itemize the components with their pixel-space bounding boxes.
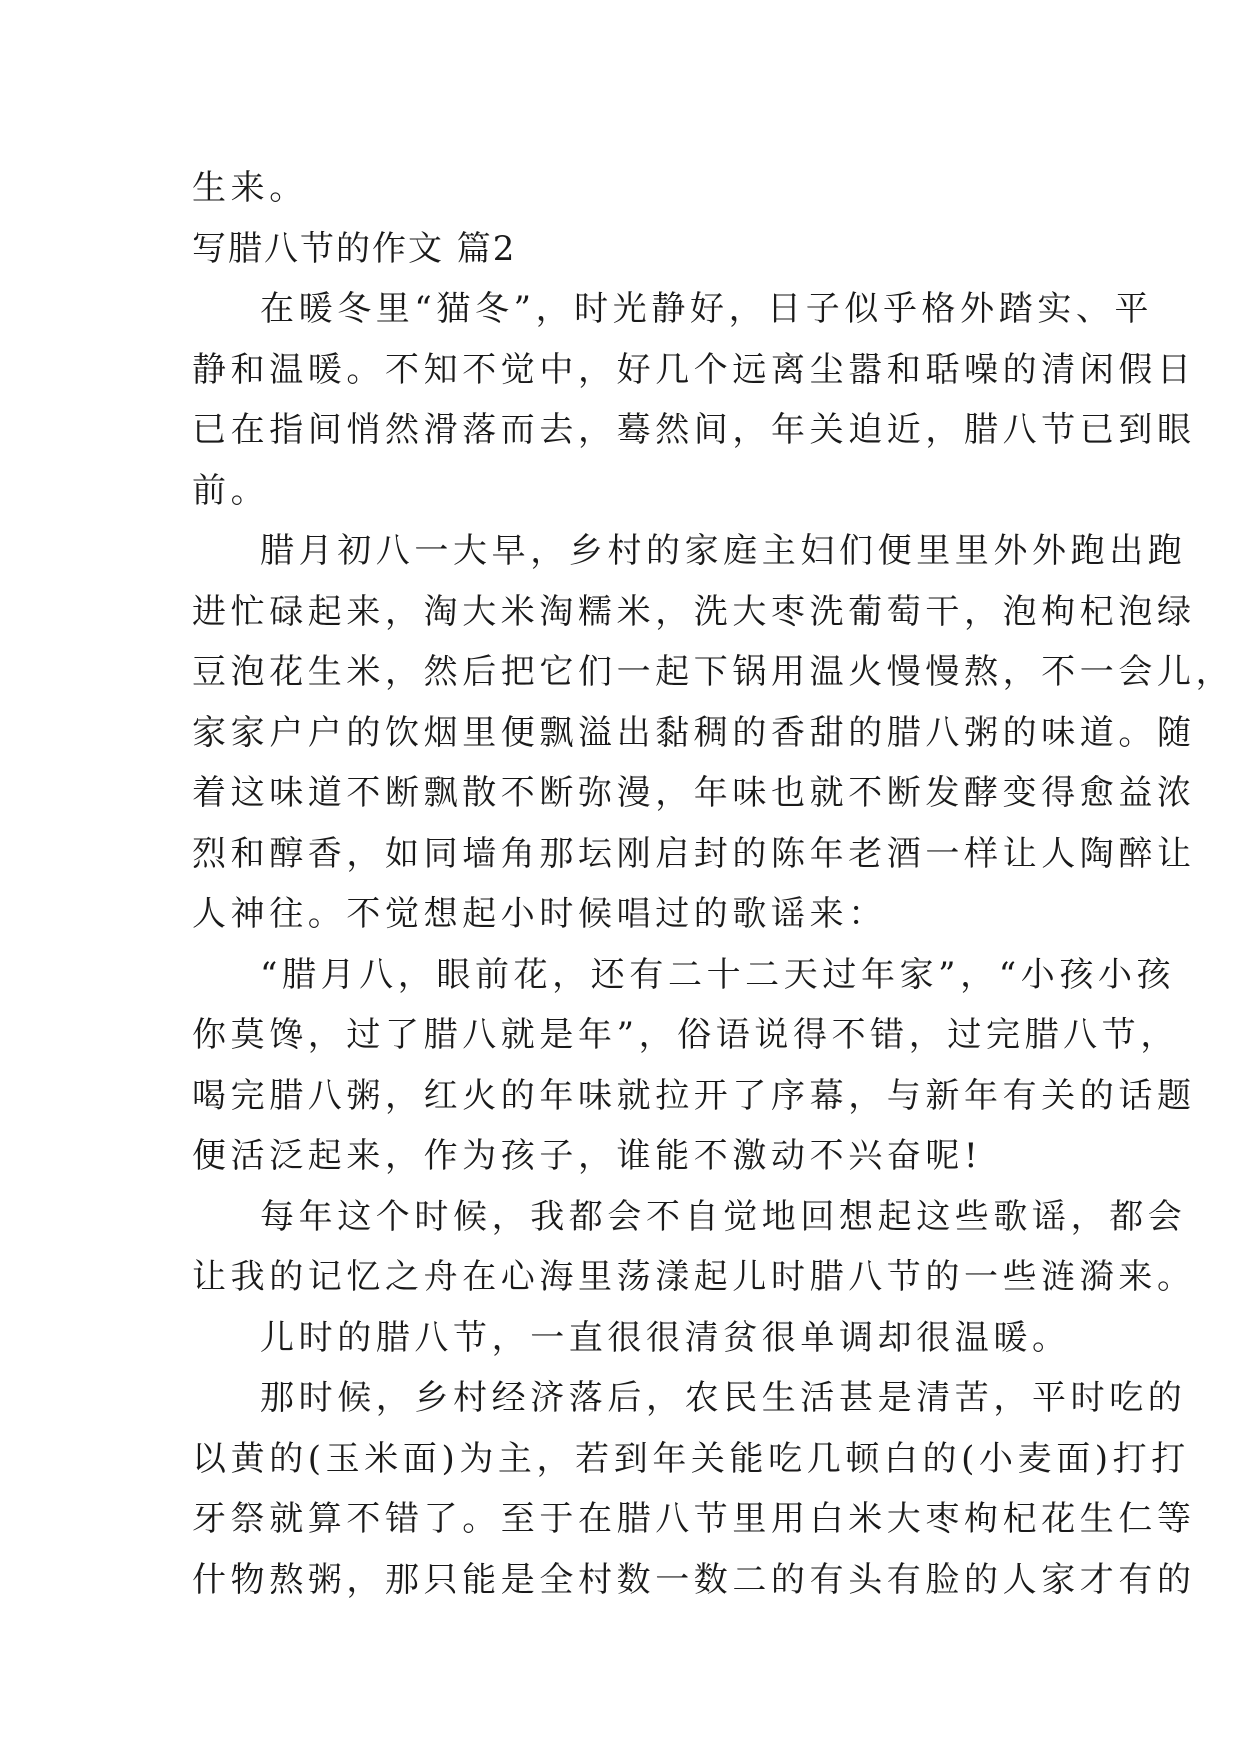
- text-line: 着这味道不断飘散不断弥漫，年味也就不断发酵变得愈益浓: [192, 773, 1196, 813]
- text-line: 豆泡花生米，然后把它们一起下锅用温火慢慢熬，不一会儿，: [192, 652, 1235, 692]
- text-line: 喝完腊八粥，红火的年味就拉开了序幕，与新年有关的话题: [192, 1075, 1196, 1116]
- text-line: 生来。: [192, 168, 308, 208]
- section-heading: 写腊八节的作文 篇2: [192, 228, 517, 269]
- paragraph-first-line: 腊月初八一大早，乡村的家庭主妇们便里里外外跑出跑: [260, 531, 1187, 571]
- text-line: 前。: [192, 470, 270, 511]
- paragraph-first-line: 儿时的腊八节，一直很很清贫很单调却很温暖。: [260, 1317, 1071, 1358]
- paragraph-first-line: “腊月八，眼前花，还有二十二天过年家”，“小孩小孩: [260, 954, 1176, 995]
- text-line: 已在指间悄然滑落而去，蓦然间，年关迫近，腊八节已到眼: [192, 410, 1196, 450]
- text-line: 家家户户的饮烟里便飘溢出黏稠的香甜的腊八粥的味道。随: [192, 712, 1196, 753]
- document-page: [192, 158, 1235, 1610]
- text-line: 人神往。不觉想起小时候唱过的歌谣来：: [192, 894, 887, 934]
- text-line: 便活泛起来，作为孩子，谁能不激动不兴奋呢!: [192, 1136, 983, 1176]
- paragraph-first-line: 那时候，乡村经济落后，农民生活甚是清苦，平时吃的: [260, 1378, 1187, 1418]
- text-line: 静和温暖。不知不觉中，好几个远离尘嚣和聒噪的清闲假日: [192, 349, 1196, 390]
- text-line: 牙祭就算不错了。至于在腊八节里用白米大枣枸杞花生仁等: [192, 1499, 1196, 1539]
- text-line: 以黄的(玉米面)为主，若到年关能吃几顿白的(小麦面)打打: [192, 1438, 1190, 1479]
- text-line: 什物熬粥，那只能是全村数一数二的有头有脸的人家才有的: [192, 1559, 1196, 1600]
- text-line: 让我的记忆之舟在心海里荡漾起儿时腊八节的一些涟漪来。: [192, 1257, 1196, 1297]
- text-line: 你莫馋，过了腊八就是年”，俗语说得不错，过完腊八节，: [192, 1015, 1179, 1055]
- paragraph-first-line: 在暖冬里“猫冬”，时光静好，日子似乎格外踏实、平: [260, 289, 1154, 329]
- paragraph-first-line: 每年这个时候，我都会不自觉地回想起这些歌谣，都会: [260, 1196, 1187, 1237]
- text-line: 烈和醇香，如同墙角那坛刚启封的陈年老酒一样让人陶醉让: [192, 833, 1196, 874]
- text-line: 进忙碌起来，淘大米淘糯米，洗大枣洗葡萄干，泡枸杞泡绿: [192, 591, 1196, 632]
